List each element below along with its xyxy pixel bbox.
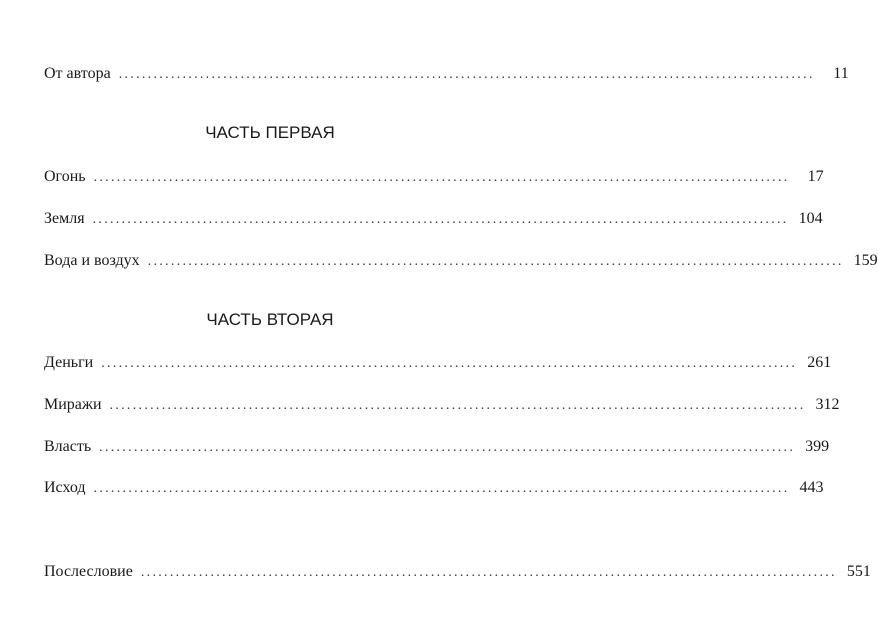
- toc-entry-fire[interactable]: [44, 166, 824, 188]
- toc-entry-afterword[interactable]: [44, 561, 871, 583]
- toc-entry-page: 551: [846, 563, 871, 580]
- dot-leader: ........................................................................................................................: [101, 356, 798, 371]
- dot-leader: ........................................................................................................................: [92, 212, 789, 227]
- part-two-heading: ЧАСТЬ ВТОРАЯ: [206, 310, 334, 329]
- toc-entry-title: Огонь: [44, 168, 86, 185]
- toc-entry-page: 17: [807, 168, 824, 185]
- dot-leader: ........................................................................................................................: [109, 398, 806, 413]
- part-one-heading: ЧАСТЬ ПЕРВАЯ: [205, 123, 335, 142]
- toc-entry-page: 443: [799, 479, 824, 496]
- dot-leader: ........................................................................................................................: [118, 67, 815, 82]
- toc-entry-power[interactable]: [44, 436, 830, 458]
- toc-entry-mirages[interactable]: [44, 394, 840, 416]
- toc-entry-title: Деньги: [44, 354, 94, 371]
- toc-entry-water-air[interactable]: [44, 250, 878, 272]
- toc-entry-title: Миражи: [44, 396, 102, 413]
- dot-leader: ........................................................................................................................: [93, 170, 790, 185]
- dot-leader: ........................................................................................................................: [140, 565, 837, 580]
- toc-entry-title: Власть: [44, 438, 92, 455]
- dot-leader: ........................................................................................................................: [147, 254, 844, 269]
- toc-entry-title: Послесловие: [44, 563, 133, 580]
- toc-entry-intro[interactable]: [44, 63, 849, 85]
- toc-entry-page: 11: [833, 65, 849, 82]
- toc-entry-title: От автора: [44, 65, 111, 82]
- toc-entry-title: Вода и воздух: [44, 252, 140, 269]
- toc-entry-page: 104: [798, 210, 823, 227]
- toc-entry-earth[interactable]: [44, 208, 823, 230]
- toc-entry-page: 261: [807, 354, 832, 371]
- toc-entry-title: Исход: [44, 479, 86, 496]
- toc-entry-page: 159: [853, 252, 878, 269]
- toc-entry-money[interactable]: [44, 352, 832, 374]
- toc-entry-page: 399: [805, 438, 830, 455]
- dot-leader: ........................................................................................................................: [93, 481, 790, 496]
- toc-entry-exodus[interactable]: [44, 477, 824, 499]
- dot-leader: ........................................................................................................................: [99, 440, 796, 455]
- toc-entry-page: 312: [815, 396, 840, 413]
- toc-entry-title: Земля: [44, 210, 85, 227]
